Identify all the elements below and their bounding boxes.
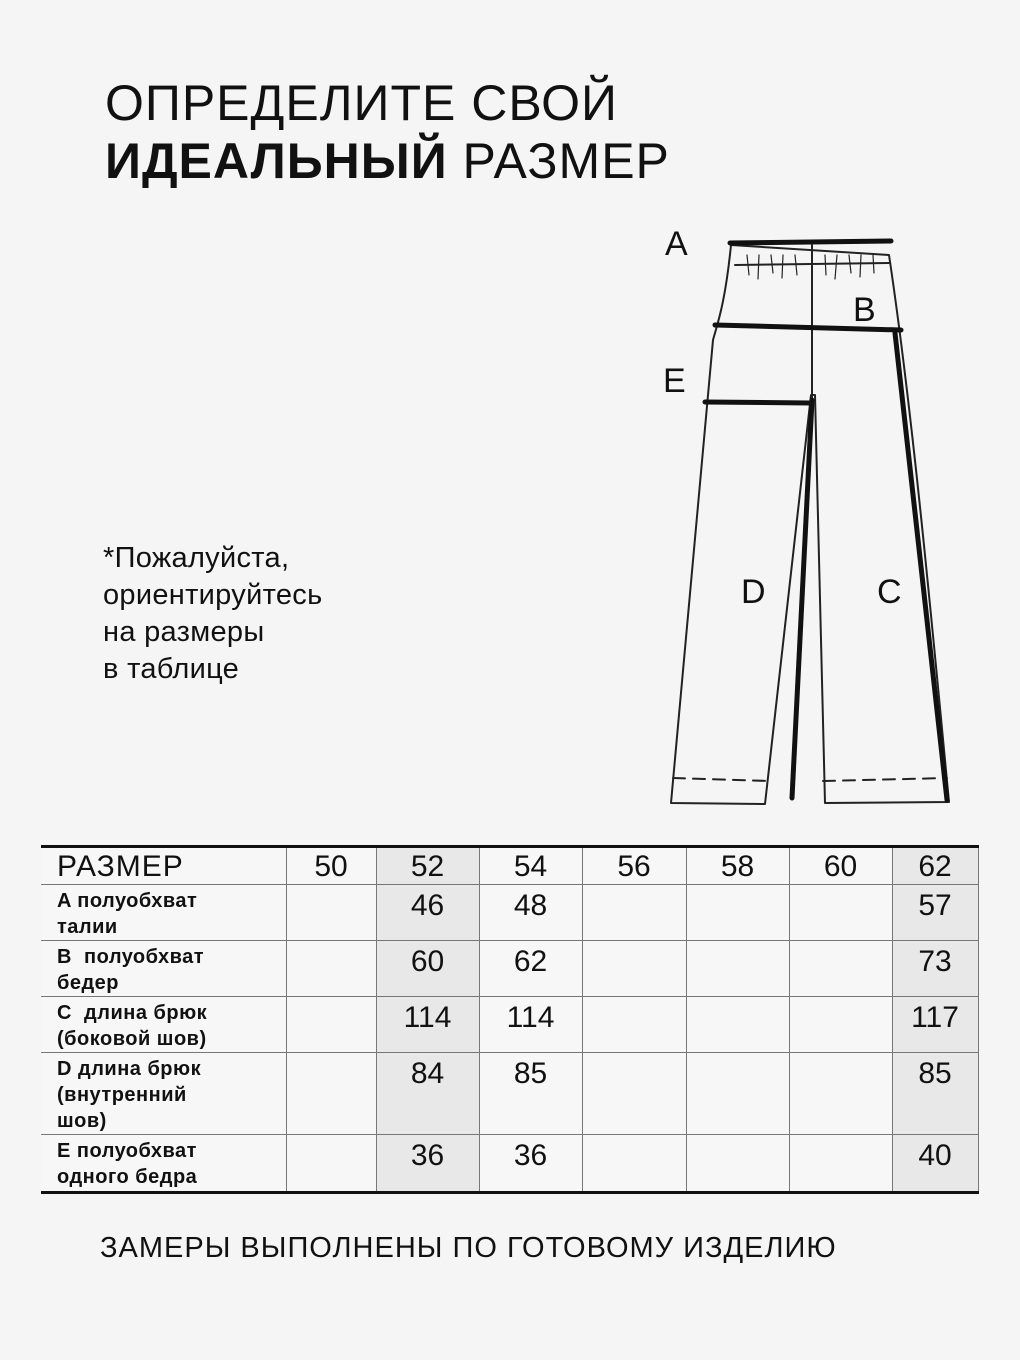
measure-line-d xyxy=(792,400,812,798)
row-label-line: бедер xyxy=(57,972,120,994)
size-header: 62 xyxy=(892,847,978,885)
size-header: 52 xyxy=(376,847,479,885)
value-cell: 114 xyxy=(376,997,479,1053)
gathers xyxy=(747,255,874,279)
row-label xyxy=(41,1053,286,1135)
value-cell xyxy=(686,885,789,941)
value-cell xyxy=(582,1053,686,1135)
size-header: 56 xyxy=(582,847,686,885)
value-cell xyxy=(789,997,892,1053)
row-label xyxy=(41,941,286,997)
value-cell: 117 xyxy=(892,997,978,1053)
value-cell xyxy=(686,997,789,1053)
note-line: на размеры xyxy=(103,616,265,648)
note-line: в таблице xyxy=(103,653,240,685)
size-header: 58 xyxy=(686,847,789,885)
title-bold-word: ИДЕАЛЬНЫЙ xyxy=(105,133,448,189)
value-cell xyxy=(286,1135,376,1193)
table-row xyxy=(41,1135,978,1193)
table-row xyxy=(41,941,978,997)
row-label xyxy=(41,997,286,1053)
note-line: ориентируйтесь xyxy=(103,579,323,611)
page-title xyxy=(105,74,670,190)
value-cell: 84 xyxy=(376,1053,479,1135)
measure-line-a xyxy=(730,241,891,243)
value-cell: 60 xyxy=(376,941,479,997)
value-cell: 36 xyxy=(376,1135,479,1193)
value-cell xyxy=(582,941,686,997)
row-label-line: C длина брюк xyxy=(57,1002,208,1024)
hem-line-right xyxy=(823,778,947,781)
value-cell: 62 xyxy=(479,941,582,997)
value-cell xyxy=(789,1135,892,1193)
hem-line-left xyxy=(673,778,769,781)
value-cell: 85 xyxy=(479,1053,582,1135)
footer-note: ЗАМЕРЫ ВЫПОЛНЕНЫ ПО ГОТОВОМУ ИЗДЕЛИЮ xyxy=(100,1232,837,1264)
value-cell: 40 xyxy=(892,1135,978,1193)
trousers-diagram xyxy=(655,215,965,815)
table-row xyxy=(41,1053,978,1135)
diagram-label-b: B xyxy=(853,291,876,329)
value-cell xyxy=(582,997,686,1053)
value-cell: 48 xyxy=(479,885,582,941)
row-label-line: (боковой шов) xyxy=(57,1028,207,1050)
value-cell xyxy=(286,1053,376,1135)
row-label-line: B полуобхват xyxy=(57,946,205,968)
diagram-label-a: A xyxy=(665,225,688,263)
row-label-line: шов) xyxy=(57,1110,107,1132)
size-table xyxy=(41,845,979,1194)
value-cell xyxy=(686,1135,789,1193)
value-cell: 46 xyxy=(376,885,479,941)
value-cell xyxy=(789,1053,892,1135)
value-cell xyxy=(286,941,376,997)
title-line-1: ОПРЕДЕЛИТЕ СВОЙ xyxy=(105,75,618,131)
value-cell xyxy=(789,885,892,941)
row-label xyxy=(41,885,286,941)
size-header: 54 xyxy=(479,847,582,885)
diagram-label-c: C xyxy=(877,573,902,611)
table-row xyxy=(41,997,978,1053)
measure-line-c xyxy=(895,333,947,800)
size-note xyxy=(103,540,322,688)
value-cell xyxy=(286,885,376,941)
value-cell xyxy=(582,1135,686,1193)
value-cell: 36 xyxy=(479,1135,582,1193)
header-label: РАЗМЕР xyxy=(41,847,286,885)
value-cell xyxy=(582,885,686,941)
value-cell: 114 xyxy=(479,997,582,1053)
value-cell xyxy=(686,941,789,997)
row-label xyxy=(41,1135,286,1193)
diagram-label-d: D xyxy=(741,573,766,611)
row-label-line: A полуобхват xyxy=(57,890,198,912)
value-cell: 85 xyxy=(892,1053,978,1135)
value-cell: 73 xyxy=(892,941,978,997)
size-header: 50 xyxy=(286,847,376,885)
row-label-line: D длина брюк xyxy=(57,1058,202,1080)
title-line-2 xyxy=(105,132,670,190)
title-rest: РАЗМЕР xyxy=(447,133,670,189)
size-header: 60 xyxy=(789,847,892,885)
value-cell xyxy=(286,997,376,1053)
row-label-line: E полуобхват xyxy=(57,1140,197,1162)
table-row xyxy=(41,885,978,941)
row-label-line: одного бедра xyxy=(57,1166,198,1188)
note-line: *Пожалуйста, xyxy=(103,542,290,574)
row-label-line: талии xyxy=(57,916,118,938)
value-cell xyxy=(686,1053,789,1135)
measure-line-e xyxy=(705,402,810,403)
value-cell: 57 xyxy=(892,885,978,941)
value-cell xyxy=(789,941,892,997)
diagram-label-e: E xyxy=(663,362,686,400)
header-row xyxy=(41,847,978,885)
row-label-line: (внутренний xyxy=(57,1084,187,1106)
